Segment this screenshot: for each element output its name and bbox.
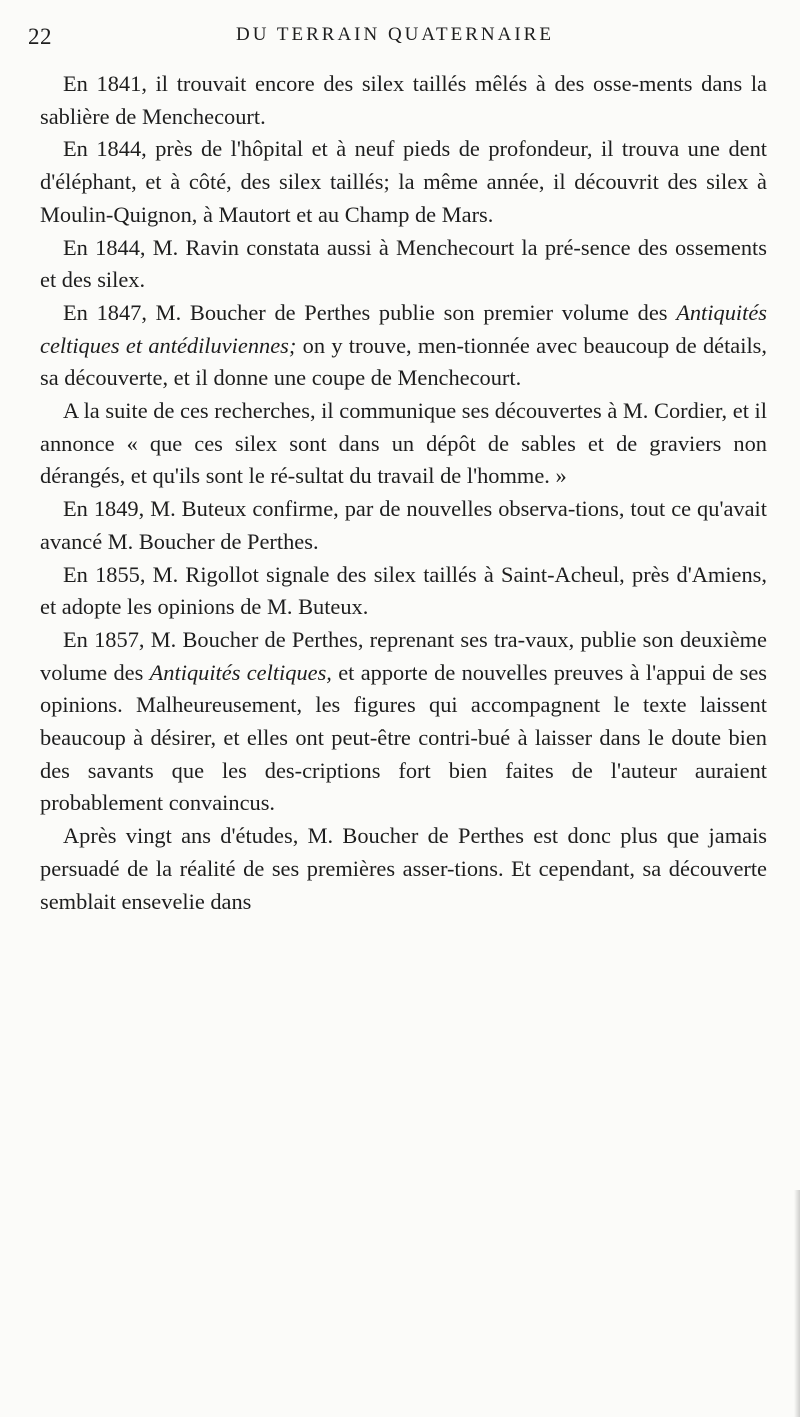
paragraph xyxy=(40,133,767,231)
body-text xyxy=(40,68,767,918)
paragraph xyxy=(40,820,767,918)
paragraph xyxy=(40,559,767,624)
running-head xyxy=(28,24,762,54)
paragraph-text: En 1855, M. Rigollot signale des silex taillés à Saint-Acheul, près d'Amiens, et adopte les opinions de M. Buteux. xyxy=(40,561,767,620)
paragraph xyxy=(40,68,767,133)
paragraph-text: A la suite de ces recherches, il communique ses découvertes à M. Cordier, et il annonce « que ces silex sont dans un dépôt de sables et de graviers non dérangés, et qu'ils sont le ré-sultat du travail de l'homme. » xyxy=(40,398,767,489)
paragraph-text: on y trouve, men-tionnée avec beaucoup de détails, sa découverte, et il donne une coupe de Menchecourt. xyxy=(40,332,767,391)
paragraph-text: En 1841, il trouvait encore des silex taillés mêlés à des osse-ments dans la sablière de Menchecourt. xyxy=(40,71,767,129)
page-edge-shadow xyxy=(794,1190,800,1417)
paragraph-text: En 1847, M. Boucher de Perthes publie son premier volume des xyxy=(63,299,677,325)
paragraph xyxy=(40,493,767,558)
paragraph-text: En 1844, près de l'hôpital et à neuf pieds de profondeur, il trouva une dent d'éléphant, et à côté, des silex taillés; la même année, il découvrit des silex à Moulin-Quignon, à Mautort et au Champ de Mars. xyxy=(40,136,767,227)
paragraph-text: Après vingt ans d'études, M. Boucher de Perthes est donc plus que jamais persuadé de la réalité de ses premières asser-tions. Et cependant, sa découverte semblait ensevelie dans xyxy=(40,823,767,914)
page-number: 22 xyxy=(28,24,52,49)
paragraph-text: En 1857, M. Boucher de Perthes, reprenant ses tra-vaux, publie son deuxième volume des xyxy=(40,626,767,685)
book-title-italic: Antiquités celtiques et antédiluviennes; xyxy=(40,299,767,358)
paragraph xyxy=(40,297,767,395)
paragraph-text: et apporte de nouvelles preuves à l'appui de ses opinions. Malheureusement, les figures qui accompagnent le texte laissent beaucoup à désirer, et elles ont peut-être contri-bué à laisser dans le doute bien des savants que les des-criptions fort bien faites de l'auteur auraient probablement convaincus. xyxy=(40,659,767,816)
paragraph xyxy=(40,232,767,297)
paragraph-text: En 1844, M. Ravin constata aussi à Menchecourt la pré-sence des ossements et des silex. xyxy=(40,234,767,293)
paragraph xyxy=(40,624,767,820)
running-title: DU TERRAIN QUATERNAIRE xyxy=(236,24,554,45)
paragraph xyxy=(40,395,767,493)
paragraph-text: En 1849, M. Buteux confirme, par de nouvelles observa-tions, tout ce qu'avait avancé M. Boucher de Perthes. xyxy=(40,496,767,554)
book-title-italic: Antiquités celtiques, xyxy=(149,659,332,685)
